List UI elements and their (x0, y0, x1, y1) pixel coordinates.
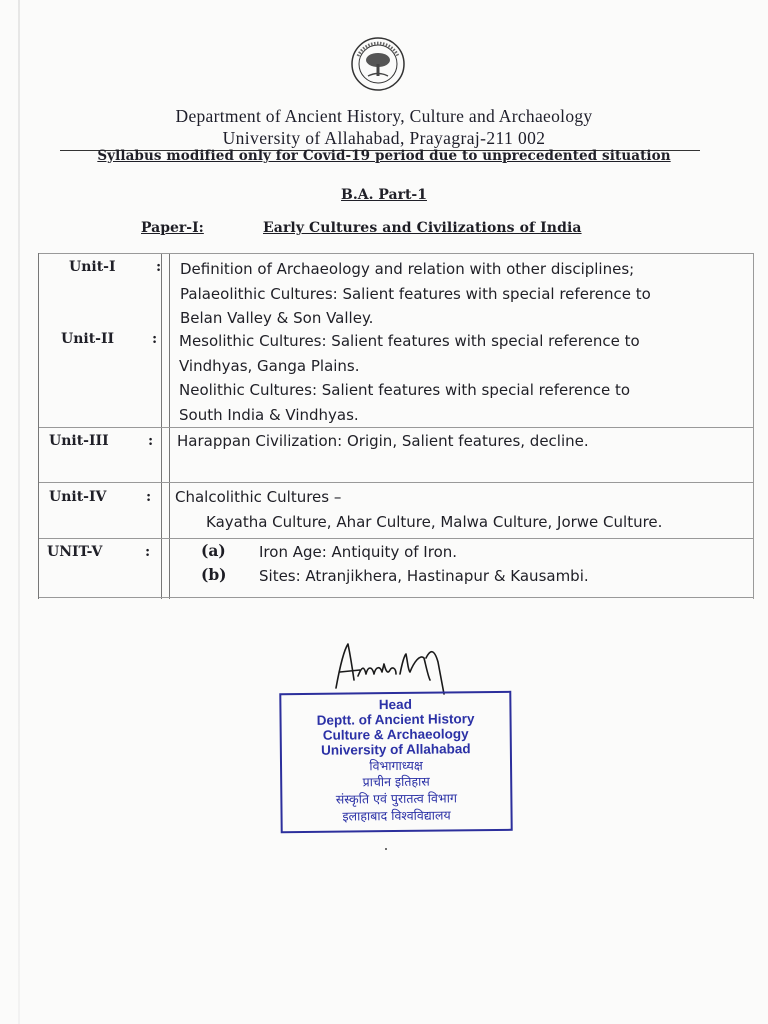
unit-colon: : (152, 331, 158, 347)
page-mark (385, 848, 387, 850)
unit-description (175, 485, 662, 534)
desc-line: Chalcolithic Cultures – (175, 488, 342, 506)
university-seal-icon (350, 36, 406, 92)
stamp-line: विभागाध्यक्ष (369, 757, 423, 774)
signature-image (330, 636, 470, 696)
university-address: University of Allahabad, Prayagraj-211 002 (222, 128, 546, 148)
unit-label: Unit-II (61, 331, 115, 347)
department-name: Department of Ancient History, Culture and Archaeology (175, 106, 593, 126)
stamp-line: Deptt. of Ancient History (316, 711, 475, 728)
stamp-line: Culture & Archaeology (322, 726, 469, 743)
desc-line: Vindhyas, Ganga Plains. (179, 356, 360, 375)
table-divider (161, 253, 162, 599)
desc-line: South India & Vindhyas. (179, 405, 359, 424)
unit-colon: : (156, 259, 162, 275)
table-rule (39, 482, 753, 483)
unit-description (179, 329, 640, 427)
item-letter: (a) (201, 541, 226, 560)
item-letter: (b) (201, 565, 227, 584)
unit-description (180, 257, 651, 331)
desc-line: Palaeolithic Cultures: Salient features with special reference to (180, 284, 651, 303)
item-text: Sites: Atranjikhera, Hastinapur & Kausambi. (259, 567, 589, 585)
unit-colon: : (145, 544, 151, 560)
desc-line: Definition of Archaeology and relation with other disciplines; (180, 260, 635, 278)
desc-line: Belan Valley & Son Valley. (180, 309, 374, 327)
table-rule (39, 253, 753, 254)
paper-title: Early Cultures and Civilizations of India (263, 220, 582, 236)
paper-label: Paper-I: (141, 220, 204, 236)
table-rule (39, 597, 753, 598)
table-rule (39, 427, 753, 428)
syllabus-table (38, 253, 754, 599)
item-text: Iron Age: Antiquity of Iron. (259, 543, 458, 561)
table-divider (169, 253, 170, 599)
unit-colon: : (146, 489, 152, 505)
unit-label: UNIT-V (47, 544, 103, 560)
desc-line: Neolithic Cultures: Salient features with special reference to (179, 381, 631, 399)
stamp-line: संस्कृति एवं पुरातत्व विभाग (335, 790, 458, 807)
unit-label: Unit-I (69, 259, 116, 275)
covid-notice: Syllabus modified only for Covid-19 period due to unprecedented situation (97, 148, 671, 164)
unit-label: Unit-IV (49, 489, 107, 505)
unit-colon: : (148, 433, 154, 449)
stamp-line: University of Allahabad (321, 741, 471, 758)
course-part: B.A. Part-1 (341, 187, 427, 203)
desc-line: Mesolithic Cultures: Salient features with special reference to (179, 332, 640, 350)
desc-line: Harappan Civilization: Origin, Salient features, decline. (177, 432, 589, 450)
department-stamp (279, 691, 512, 833)
unit-description (177, 429, 589, 454)
stamp-line: Head (378, 696, 412, 713)
desc-line: Kayatha Culture, Ahar Culture, Malwa Culture, Jorwe Culture. (206, 512, 663, 531)
unit-label: Unit-III (49, 433, 109, 449)
table-rule (39, 538, 753, 539)
stamp-line: इलाहाबाद विश्वविद्यालय (342, 807, 451, 824)
page-edge (18, 0, 20, 1024)
stamp-line: प्राचीन इतिहास (362, 773, 430, 790)
